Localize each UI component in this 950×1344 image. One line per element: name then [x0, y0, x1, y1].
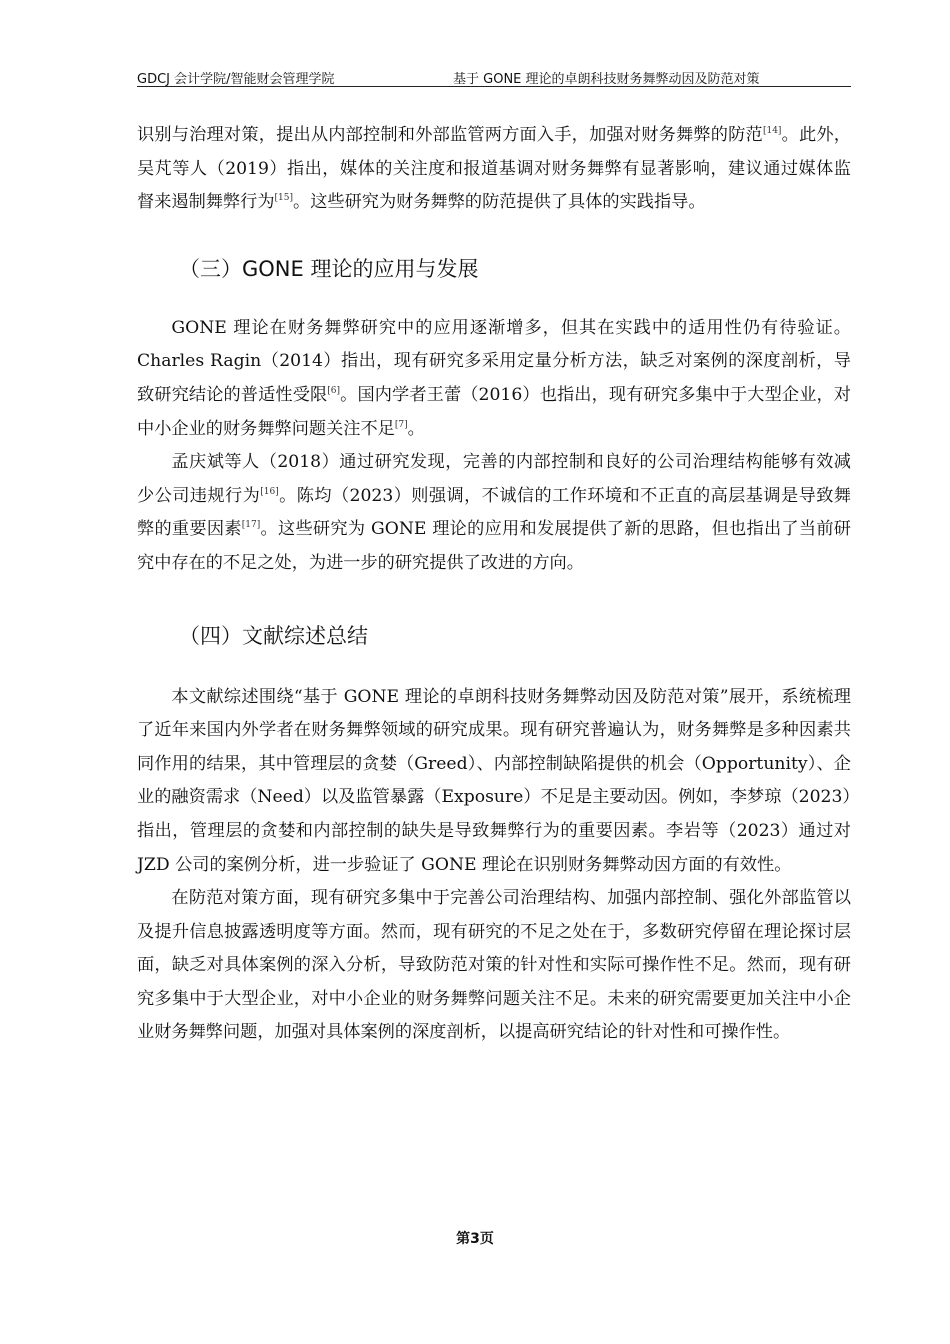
page-number: 第3页	[456, 1231, 494, 1247]
s3p2-text-c: 。这些研究为 GONE 理论的应用和发展提供了新的思路，但也指出了当前研究中存在的不足之处，为进一步的研究提供了改进的方向。	[137, 519, 851, 573]
citation-7: [7]	[394, 419, 408, 430]
page-header	[137, 66, 851, 87]
header-institution: GDCJ 会计学院/智能财会管理学院	[137, 72, 335, 87]
s3p2-text-b: 。陈均（2023）则强调，不诚信的工作环境和不正直的高层基调是导致舞弊的重要因素	[137, 485, 851, 540]
citation-16: [16]	[260, 486, 279, 497]
section-heading-3: （三）GONE 理论的应用与发展	[179, 256, 479, 281]
s3p1-text-c: 。	[407, 418, 425, 439]
page-body	[137, 119, 851, 1050]
intro-text-a: 识别与治理对策，提出从内部控制和外部监管两方面入手，加强对财务舞弊的防范	[137, 125, 763, 145]
section3-paragraph-1	[137, 312, 851, 446]
section4-paragraph-1: 本文献综述围绕“基于 GONE 理论的卓朗科技财务舞弊动因及防范对策”展开，系统梳理了近年来国内外学者在财务舞弊领域的研究成果。现有研究普遍认为，财务舞弊是多种因素共同作用的结果，其中管理层的贪婪（Greed）、内部控制缺陷提供的机会（Opportunity）、企业的融资需求（Need）以及监管暴露（Exposure）不足是主要动因。例如，李梦琼（2023）指出，管理层的贪婪和内部控制的缺失是导致舞弊行为的重要因素。李岩等（2023）通过对 JZD 公司的案例分析，进一步验证了 GONE 理论在识别财务舞弊动因方面的有效性。	[137, 686, 851, 875]
s3p1-text-b: 。国内学者王蕾（2016）也指出，现有研究多集中于大型企业，对中小企业的财务舞弊问题关注不足	[137, 384, 851, 439]
citation-15: [15]	[274, 193, 293, 204]
intro-text-b: 。此外，吴芃等人（2019）指出，媒体的关注度和报道基调对财务舞弊有显著影响，建议通过媒体监督来遏制舞弊行为	[137, 125, 851, 213]
intro-text-c: 。这些研究为财务舞弊的防范提供了具体的实践指导。	[293, 192, 706, 213]
section4-paragraph-2: 在防范对策方面，现有研究多集中于完善公司治理结构、加强内部控制、强化外部监管以及提升信息披露透明度等方面。然而，现有研究的不足之处在于，多数研究停留在理论探讨层面，缺乏对具体案例的深入分析，导致防范对策的针对性和实际可操作性不足。然而，现有研究多集中于大型企业，对中小企业的财务舞弊问题关注不足。未来的研究需要更加关注中小企业财务舞弊问题，加强对具体案例的深度剖析，以提高研究结论的针对性和可操作性。	[137, 888, 851, 1043]
section3-paragraph-2	[137, 446, 851, 580]
citation-17: [17]	[241, 520, 261, 531]
s3p1-text-a: GONE 理论在财务舞弊研究中的应用逐渐增多，但其在实践中的适用性仍有待验证。Charles Ragin（2014）指出，现有研究多采用定量分析方法，缺乏对案例的深度剖析，导致研究结论的普适性受限	[137, 317, 851, 405]
header-title: 基于 GONE 理论的卓朗科技财务舞弊动因及防范对策	[453, 72, 760, 87]
citation-14: [14]	[762, 126, 782, 136]
s3p2-text-a: 孟庆斌等人（2018）通过研究发现，完善的内部控制和良好的公司治理结构能够有效减少公司违规行为	[137, 452, 851, 506]
section-heading-4: （四）文献综述总结	[179, 623, 368, 648]
citation-6: [6]	[327, 385, 341, 396]
intro-paragraph	[137, 119, 851, 220]
